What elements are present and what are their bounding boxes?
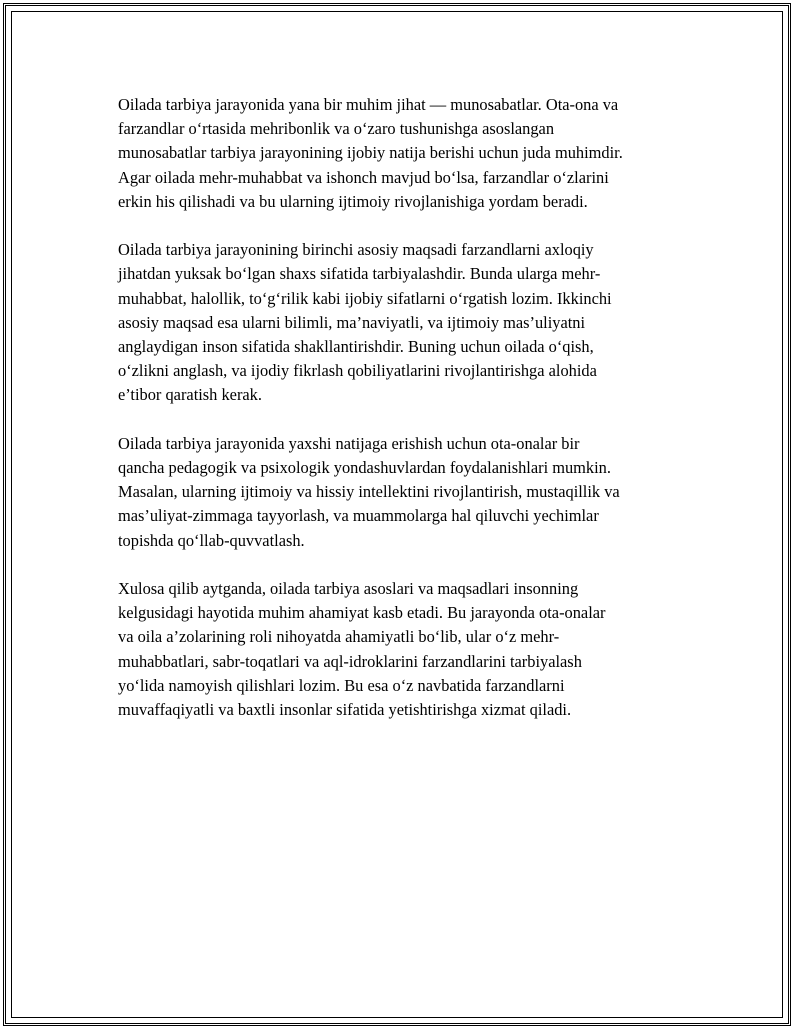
- paragraph-3: Oilada tarbiya jarayonida yaxshi natijaga erishish uchun ota-onalar bir qancha pedagogik va psixologik yondashuvlardan foydalanishlari mumkin. Masalan, ularning ijtimoiy va hissiy intellektini rivojlantirish, mustaqillik va mas’uliyat-zimmaga tayyorlash, va muammolarga hal qiluvchi yechimlar topishda qo‘llab-quvvatlash.: [118, 433, 620, 550]
- paragraph-4: Xulosa qilib aytganda, oilada tarbiya asoslari va maqsadlari insonning kelgusidagi hayotida muhim ahamiyat kasb etadi. Bu jarayonda ota-onalar va oila a’zolarining roli nihoyatda ahamiyatli bo‘lib, ular o‘z mehr- muhabbatlari, sabr-toqatlari va aql-idroklarini farzandlarini tarbiyalash yo‘lida namoyish qilishlari lozim. Bu esa o‘z navbatida farzandlarni muvaffaqiyatli va baxtli insonlar sifatida yetishtirishga xizmat qiladi.: [118, 579, 606, 720]
- document-body: [118, 93, 693, 746]
- paragraph-1: Oilada tarbiya jarayonida yana bir muhim jihat — munosabatlar. Ota-ona va farzandlar o‘rtasida mehribonlik va o‘zaro tushunishga asoslangan munosabatlar tarbiya jarayonining ijobiy natija berishi uchun juda muhimdir. Agar oilada mehr-muhabbat va ishonch mavjud bo‘lsa, farzandlar o‘zlarini erkin his qilishadi va bu ularning ijtimoiy rivojlanishiga yordam beradi.: [118, 95, 623, 211]
- paragraph-2: Oilada tarbiya jarayonining birinchi asosiy maqsadi farzandlarni axloqiy jihatdan yuksak bo‘lgan shaxs sifatida tarbiyalashdir. Bunda ularga mehr- muhabbat, halollik, to‘g‘rilik kabi ijobiy sifatlarni o‘rgatish lozim. Ikkinchi asosiy maqsad esa ularni bilimli, ma’naviyatli, va ijtimoiy mas’uliyatni anglaydigan inson sifatida shakllantirishdir. Buning uchun oilada o‘qish, o‘zlikni anglash, va ijodiy fikrlash qobiliyatlarini rivojlantirishga alohida e’tibor qaratish kerak.: [118, 240, 612, 405]
